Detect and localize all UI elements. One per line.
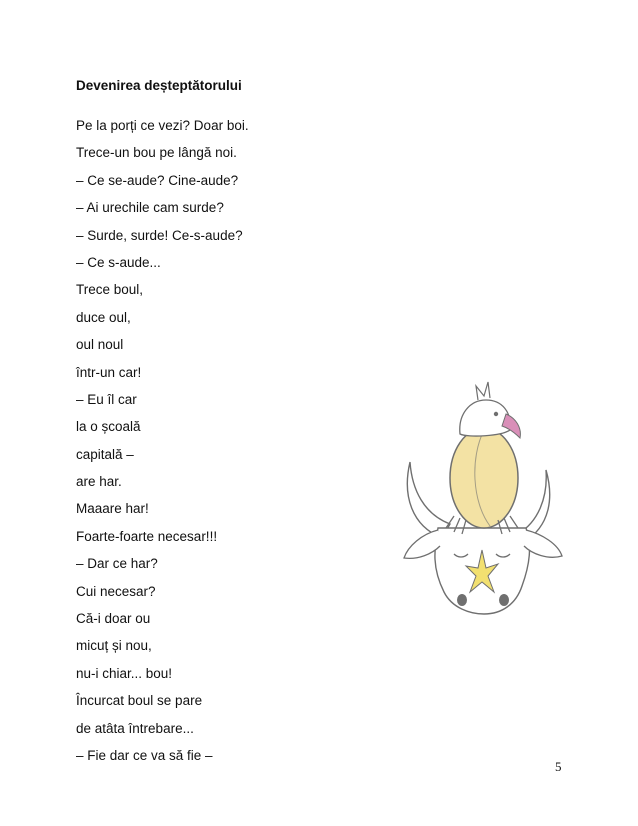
poem-line: Încurcat boul se pare (76, 693, 203, 709)
poem-line: – Surde, surde! Ce-s-aude? (76, 227, 243, 243)
poem-line: capitală – (76, 446, 134, 462)
poem-line: Trece boul, (76, 282, 144, 298)
poem-line: Pe la porți ce vezi? Doar boi. (76, 118, 249, 133)
poem-line: într-un car! (76, 364, 142, 380)
creature-beak (502, 414, 520, 438)
creature-body (460, 400, 510, 436)
egg (450, 428, 518, 528)
poem-line: – Ce s-aude... (76, 254, 161, 270)
poem-line: nu-i chiar... bou! (76, 665, 173, 681)
ox-egg-illustration (398, 378, 566, 618)
poem-line: Foarte-foarte necesar!!! (76, 528, 218, 544)
poem-title: Devenirea deșteptătorului (76, 78, 242, 93)
poem-line: oul noul (76, 337, 124, 353)
poem-line: la o școală (76, 419, 141, 435)
poem-line: – Dar ce har? (76, 556, 158, 572)
poem-line: – Eu îl car (76, 391, 137, 407)
poem-line: Maaare har! (76, 501, 149, 517)
left-nostril (457, 594, 467, 606)
poem-line: – Fie dar ce va să fie – (76, 747, 213, 763)
creature-eye (494, 412, 498, 416)
creature-crest (476, 382, 490, 400)
poem-line: – Ai urechile cam surde? (76, 200, 224, 216)
poem-line: – Ce se-aude? Cine-aude? (76, 172, 239, 188)
poem-line: duce oul, (76, 309, 131, 325)
poem-line: de atâta întrebare... (76, 720, 194, 736)
page-number: 5 (555, 759, 562, 774)
left-horn (407, 462, 450, 538)
poem-line: Cui necesar? (76, 583, 156, 599)
poem-line: micuț și nou, (76, 638, 152, 654)
poem-line: Că-i doar ou (76, 611, 151, 627)
poem-line: are har. (76, 474, 122, 490)
poem-line: Trece-un bou pe lângă noi. (76, 145, 237, 161)
right-nostril (499, 594, 509, 606)
poem-body (76, 118, 249, 775)
